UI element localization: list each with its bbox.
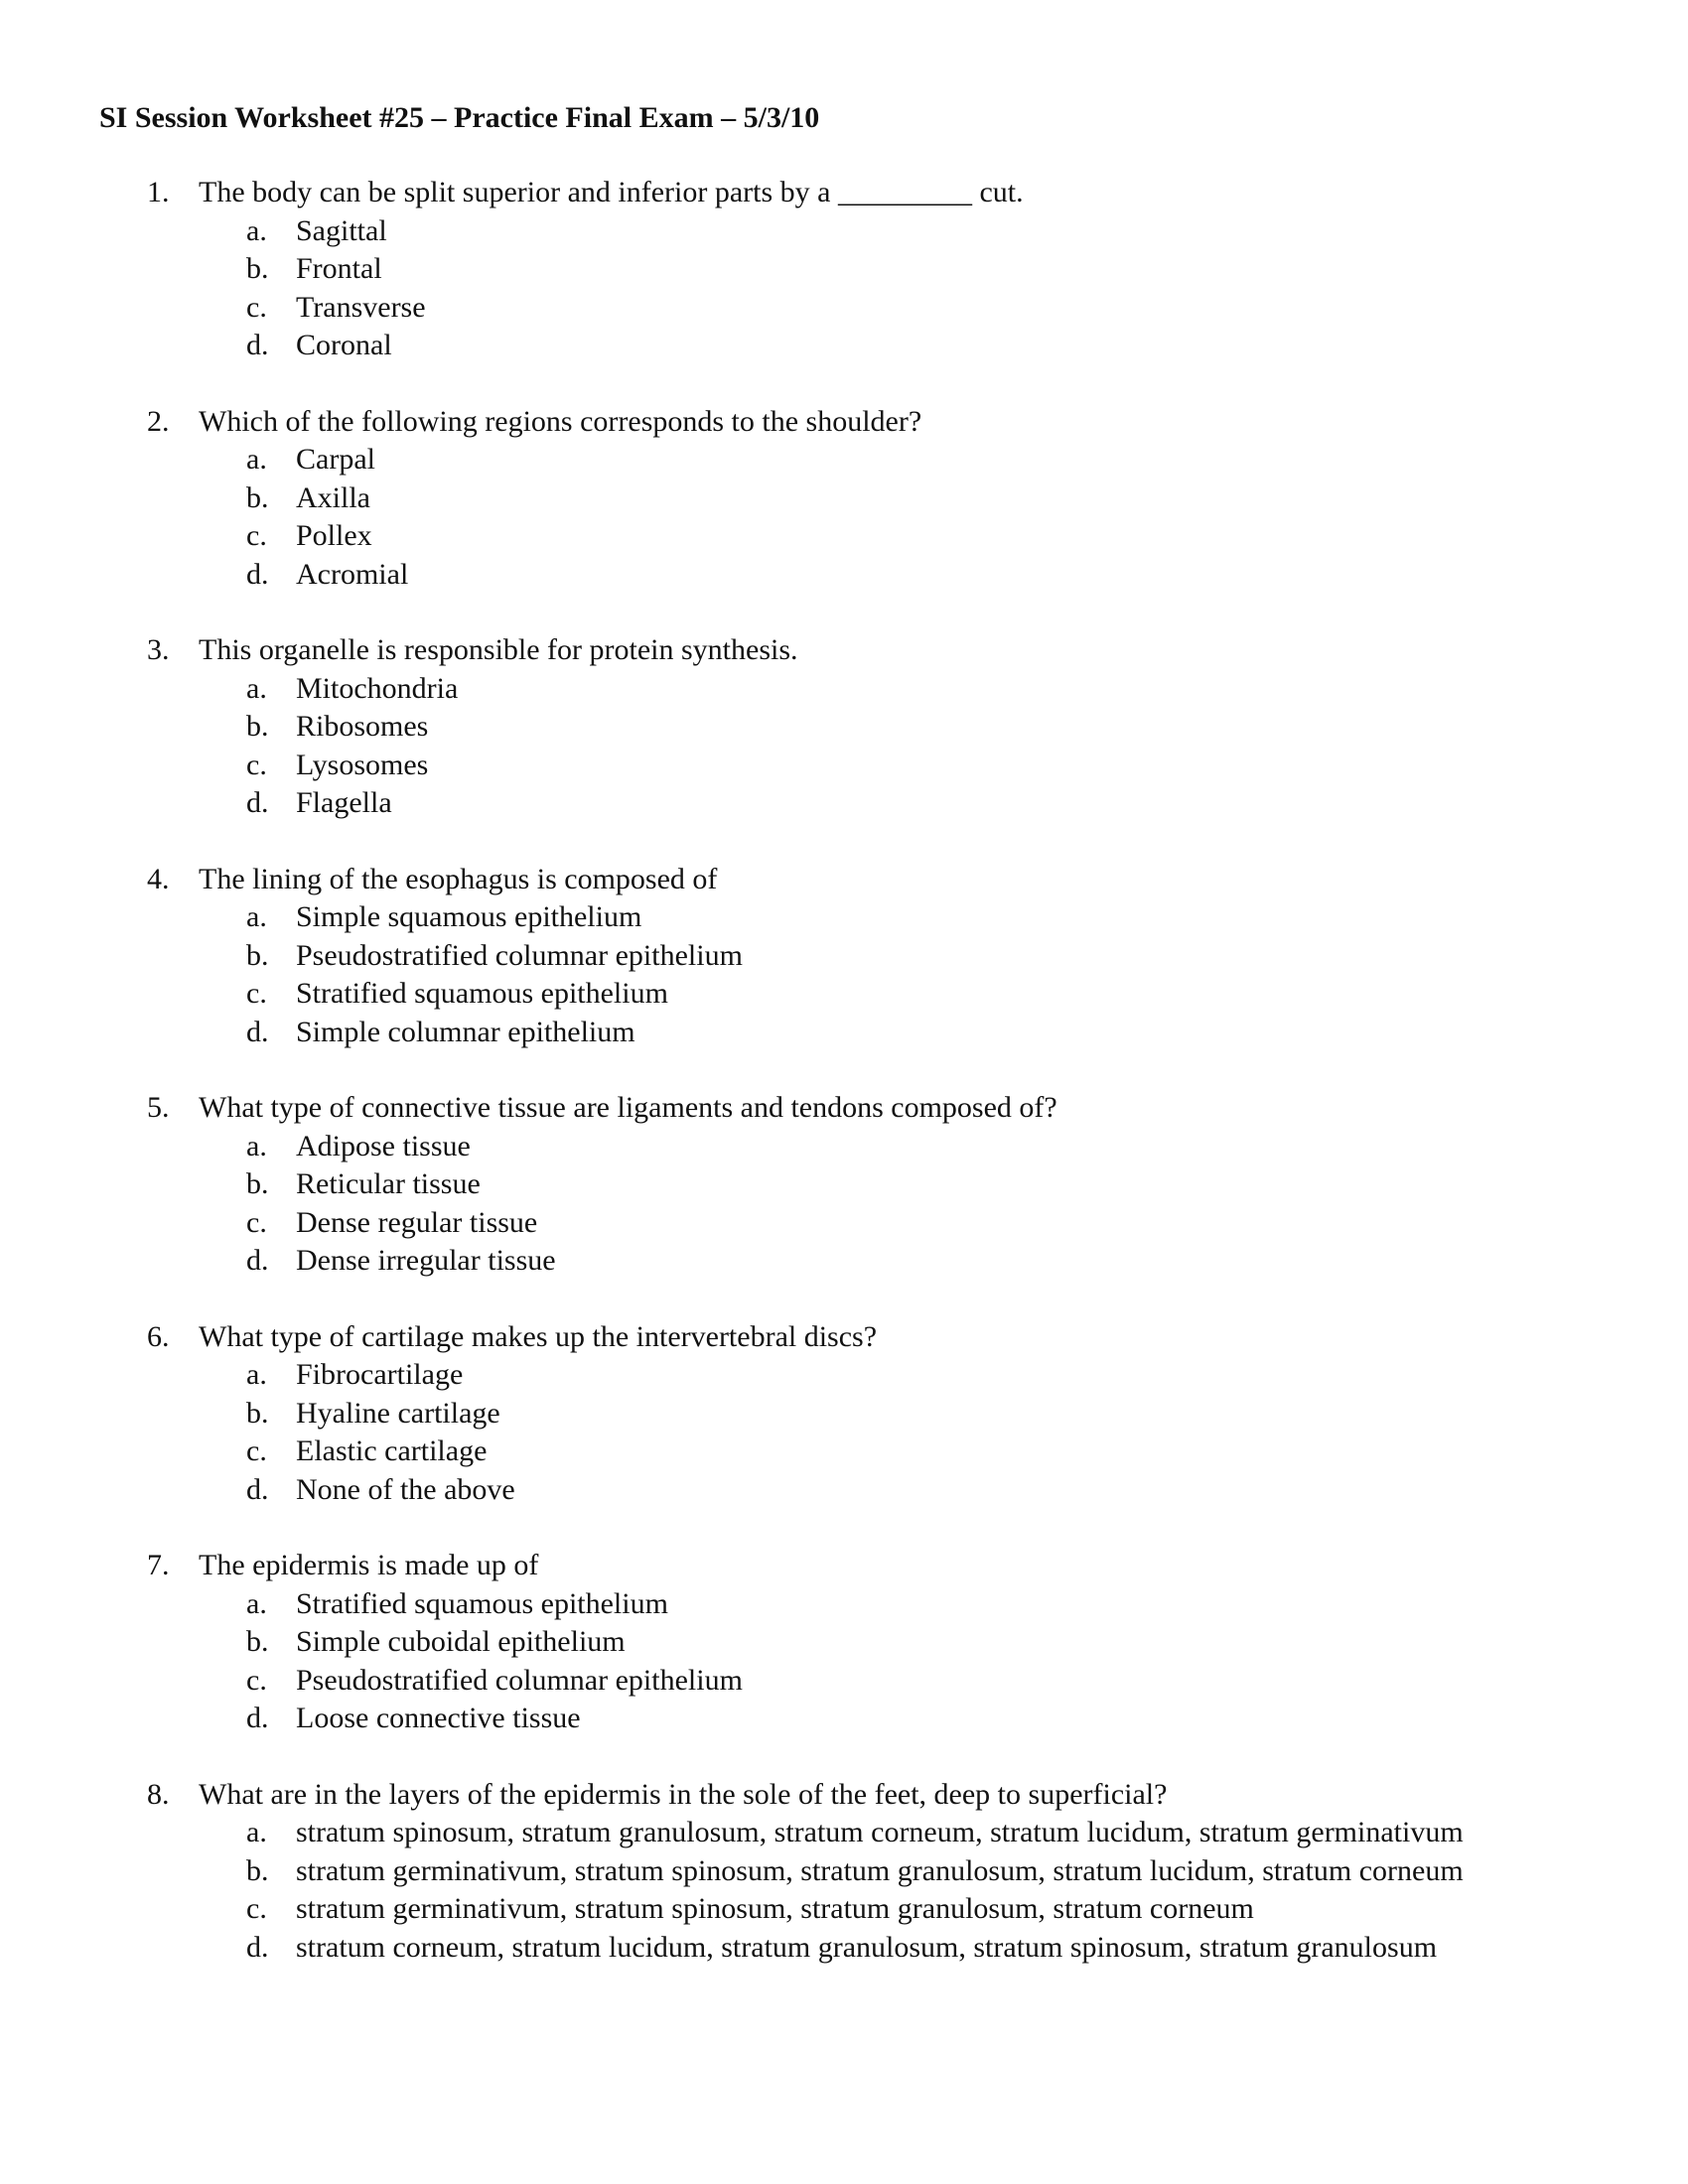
option-text: Elastic cartilage [296, 1434, 488, 1467]
option-letter: a. [246, 1816, 267, 1848]
question-number: 4. [147, 862, 170, 895]
option-text: Acromial [296, 557, 409, 591]
question-line [147, 1547, 1577, 1585]
option-letter: b. [246, 710, 269, 743]
option-letter: b. [246, 1396, 269, 1430]
option-d [246, 556, 1577, 595]
option-text: Simple cuboidal epithelium [296, 1625, 626, 1658]
option-letter: c. [246, 1663, 267, 1697]
option-letter: d. [246, 557, 269, 591]
option-letter: c. [246, 519, 267, 552]
option-text: stratum germinativum, stratum spinosum, stratum granulosum, stratum lucidum, stratum corneum [296, 1853, 1464, 1887]
option-letter: d. [246, 786, 269, 819]
option-text: Pseudostratified columnar epithelium [296, 1663, 743, 1697]
question-number: 8. [147, 1777, 170, 1811]
option-text: Pseudostratified columnar epithelium [296, 938, 743, 972]
option-letter: c. [246, 290, 267, 324]
question-3 [147, 631, 1577, 823]
option-letter: b. [246, 252, 269, 285]
option-d [246, 1700, 1577, 1738]
question-number: 6. [147, 1319, 170, 1353]
option-letter: c. [246, 1892, 267, 1925]
option-d [246, 784, 1577, 823]
question-list [147, 174, 1577, 2004]
option-letter: c. [246, 977, 267, 1010]
option-letter: a. [246, 671, 267, 705]
option-letter: b. [246, 480, 269, 514]
option-text: Dense irregular tissue [296, 1244, 556, 1277]
option-letter: a. [246, 1129, 267, 1162]
question-5 [147, 1089, 1577, 1281]
question-number: 1. [147, 176, 170, 208]
question-number: 3. [147, 633, 170, 666]
question-line [147, 631, 1577, 670]
option-list [147, 1585, 1577, 1738]
question-line [147, 1089, 1577, 1128]
question-number: 7. [147, 1549, 170, 1581]
option-letter: d. [246, 1015, 269, 1048]
option-text: Simple squamous epithelium [296, 900, 642, 933]
option-letter: a. [246, 213, 267, 247]
option-list [147, 212, 1577, 365]
option-c [246, 289, 1577, 328]
option-b [246, 708, 1577, 747]
option-text: Stratified squamous epithelium [296, 977, 668, 1010]
option-a [246, 898, 1577, 937]
option-text: stratum spinosum, stratum granulosum, stratum corneum, stratum lucidum, stratum germinativum [296, 1816, 1464, 1848]
option-c [246, 747, 1577, 785]
option-list [147, 1128, 1577, 1281]
question-text: Which of the following regions corresponds to the shoulder? [199, 404, 922, 438]
option-letter: d. [246, 1702, 269, 1734]
option-b [246, 937, 1577, 976]
question-number: 2. [147, 404, 170, 438]
option-text: Dense regular tissue [296, 1205, 538, 1239]
option-a [246, 1128, 1577, 1166]
question-line [147, 1318, 1577, 1357]
option-text: stratum germinativum, stratum spinosum, stratum granulosum, stratum corneum [296, 1892, 1254, 1925]
option-letter: c. [246, 748, 267, 781]
option-b [246, 1395, 1577, 1433]
option-text: Pollex [296, 519, 372, 552]
option-a [246, 212, 1577, 251]
option-list [147, 1356, 1577, 1509]
option-d [246, 1242, 1577, 1281]
option-d [246, 1014, 1577, 1052]
option-d [246, 327, 1577, 365]
option-a [246, 441, 1577, 479]
option-d [246, 1929, 1577, 1968]
option-letter: b. [246, 1625, 269, 1658]
option-text: Simple columnar epithelium [296, 1015, 635, 1048]
question-2 [147, 403, 1577, 595]
question-text: This organelle is responsible for protein synthesis. [199, 633, 798, 666]
question-number: 5. [147, 1091, 170, 1124]
option-list [147, 898, 1577, 1051]
question-4 [147, 861, 1577, 1052]
option-text: Lysosomes [296, 748, 429, 781]
option-text: Loose connective tissue [296, 1702, 581, 1734]
option-text: Carpal [296, 443, 375, 476]
option-letter: d. [246, 329, 269, 361]
option-text: Ribosomes [296, 710, 429, 743]
option-text: Transverse [296, 290, 426, 324]
option-c [246, 1433, 1577, 1471]
question-text: The epidermis is made up of [199, 1549, 539, 1581]
question-7 [147, 1547, 1577, 1738]
option-text: Hyaline cartilage [296, 1396, 500, 1430]
option-list [147, 1814, 1577, 1967]
option-a [246, 670, 1577, 709]
option-c [246, 1662, 1577, 1701]
question-8 [147, 1776, 1577, 1968]
question-6 [147, 1318, 1577, 1510]
option-text: Reticular tissue [296, 1167, 481, 1200]
question-text: What type of connective tissue are ligaments and tendons composed of? [199, 1091, 1057, 1124]
option-a [246, 1814, 1577, 1852]
option-letter: d. [246, 1472, 269, 1506]
question-1 [147, 174, 1577, 365]
option-a [246, 1585, 1577, 1624]
page-title: SI Session Worksheet #25 – Practice Final Exam – 5/3/10 [99, 101, 820, 134]
option-c [246, 517, 1577, 556]
option-letter: a. [246, 443, 267, 476]
option-text: Coronal [296, 329, 392, 361]
question-line [147, 403, 1577, 442]
question-text: The lining of the esophagus is composed of [199, 862, 718, 895]
question-text: What type of cartilage makes up the intervertebral discs? [199, 1319, 878, 1353]
option-letter: a. [246, 900, 267, 933]
option-list [147, 441, 1577, 594]
question-line [147, 861, 1577, 899]
option-text: Frontal [296, 252, 382, 285]
option-b [246, 250, 1577, 289]
option-b [246, 1623, 1577, 1662]
option-text: Sagittal [296, 213, 387, 247]
option-text: Stratified squamous epithelium [296, 1586, 668, 1620]
option-b [246, 1852, 1577, 1891]
option-b [246, 479, 1577, 518]
option-letter: a. [246, 1358, 267, 1391]
option-letter: b. [246, 938, 269, 972]
option-c [246, 975, 1577, 1014]
option-text: stratum corneum, stratum lucidum, stratum granulosum, stratum spinosum, stratum granulosum [296, 1930, 1438, 1964]
question-line [147, 1776, 1577, 1815]
option-letter: b. [246, 1167, 269, 1200]
question-line [147, 174, 1577, 212]
question-text: What are in the layers of the epidermis in the sole of the feet, deep to superficial? [199, 1777, 1168, 1811]
option-text: Mitochondria [296, 671, 459, 705]
option-text: Flagella [296, 786, 392, 819]
option-d [246, 1471, 1577, 1510]
option-c [246, 1204, 1577, 1243]
option-text: Adipose tissue [296, 1129, 471, 1162]
option-text: None of the above [296, 1472, 515, 1506]
option-letter: c. [246, 1434, 267, 1467]
option-list [147, 670, 1577, 823]
question-text: The body can be split superior and inferior parts by a _________ cut. [199, 176, 1024, 208]
option-text: Axilla [296, 480, 370, 514]
option-letter: a. [246, 1586, 267, 1620]
option-c [246, 1890, 1577, 1929]
option-letter: c. [246, 1205, 267, 1239]
option-letter: d. [246, 1244, 269, 1277]
option-letter: d. [246, 1930, 269, 1964]
option-b [246, 1165, 1577, 1204]
option-letter: b. [246, 1853, 269, 1887]
option-text: Fibrocartilage [296, 1358, 464, 1391]
option-a [246, 1356, 1577, 1395]
